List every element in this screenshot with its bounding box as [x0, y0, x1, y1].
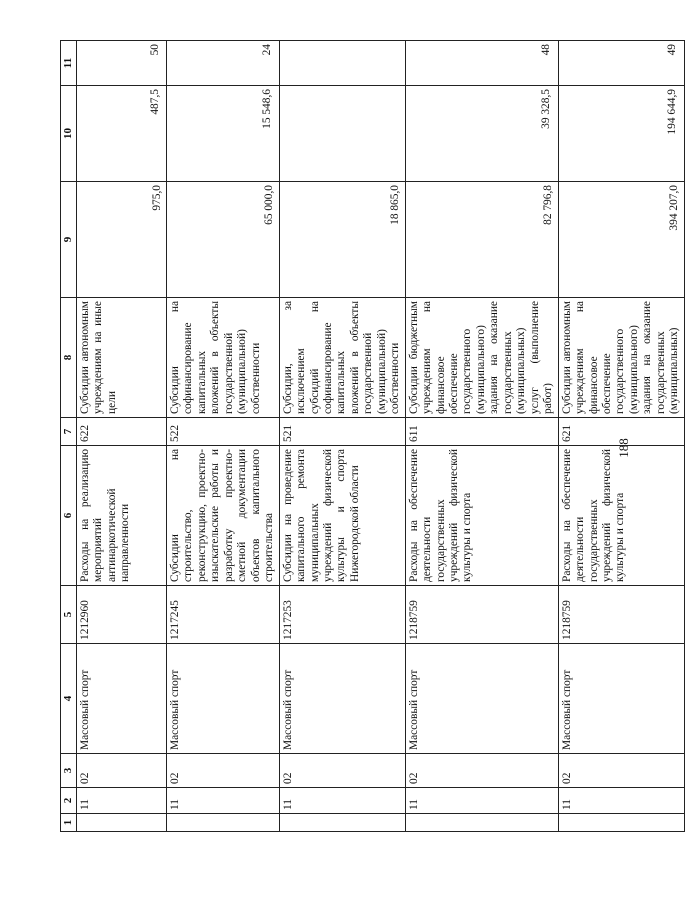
cell-target-code: 1212960: [76, 586, 166, 644]
cell-actual-amount: 487,5: [76, 86, 166, 182]
cell-name: Массовый спорт: [279, 644, 405, 754]
cell-actual-amount: [279, 86, 405, 182]
cell-expense-name: Расходы на обеспечение деятельности государственных учреждений физической культуры и спорта: [405, 446, 558, 586]
cell-plan-amount: 82 796,8: [405, 182, 558, 298]
cell-target-code: 1218759: [405, 586, 558, 644]
cell-target-code: 1217245: [166, 586, 279, 644]
table-row: [166, 41, 279, 832]
cell-plan-amount: 18 865,0: [279, 182, 405, 298]
cell-expense-name: Расходы на реализацию мероприятий антинаркотической направленности: [76, 446, 166, 586]
header-cell: 11: [61, 41, 77, 86]
header-cell: 10: [61, 86, 77, 182]
cell-actual-amount: 15 548,6: [166, 86, 279, 182]
table-row: [279, 41, 405, 832]
cell-percent: 48: [405, 41, 558, 86]
header-cell: 9: [61, 182, 77, 298]
page-number: 188: [616, 438, 631, 458]
cell-percent: [279, 41, 405, 86]
cell-plan-amount: 65 000,0: [166, 182, 279, 298]
cell-plan-amount: 975,0: [76, 182, 166, 298]
cell-name: Массовый спорт: [558, 644, 684, 754]
cell-actual-amount: 194 644,9: [558, 86, 684, 182]
cell-expense-type: 522: [166, 418, 279, 446]
cell-plan-amount: 394 207,0: [558, 182, 684, 298]
cell-target-code: 1218759: [558, 586, 684, 644]
header-cell: 7: [61, 418, 77, 446]
cell-c1: [166, 814, 279, 832]
header-cell: 1: [61, 814, 77, 832]
table-row: [76, 41, 166, 832]
cell-subsection: 02: [166, 754, 279, 788]
cell-target-code: 1217253: [279, 586, 405, 644]
cell-c1: [76, 814, 166, 832]
cell-expense-type-name: Субсидии на софинансирование капитальных вложений в объекты государственной (муниципальной) собственности: [166, 298, 279, 418]
cell-section: 11: [405, 788, 558, 814]
header-cell: 5: [61, 586, 77, 644]
budget-table: [60, 40, 685, 832]
cell-section: 11: [76, 788, 166, 814]
cell-c1: [405, 814, 558, 832]
cell-name: Массовый спорт: [166, 644, 279, 754]
table-row: [558, 41, 684, 832]
header-cell: 2: [61, 788, 77, 814]
header-cell: 3: [61, 754, 77, 788]
cell-subsection: 02: [558, 754, 684, 788]
cell-percent: 49: [558, 41, 684, 86]
budget-table-wrapper: [60, 41, 681, 832]
cell-expense-type-name: Субсидии автономным учреждениям на финансовое обеспечение государственного (муниципального) задания на оказание государственных (муниципальных): [558, 298, 684, 418]
cell-expense-type: 622: [76, 418, 166, 446]
cell-expense-type-name: Субсидии, за исключением субсидий на софинансирование капитальных вложений в объекты государственной (муниципальной) собственности: [279, 298, 405, 418]
rotated-page-content: [60, 41, 681, 832]
cell-section: 11: [166, 788, 279, 814]
cell-expense-type-name: Субсидии бюджетным учреждениям на финансовое обеспечение государственного (муниципального) задания на оказание государственных (муниципальных) услуг (выполнение работ): [405, 298, 558, 418]
cell-subsection: 02: [76, 754, 166, 788]
cell-expense-name: Субсидии на проведение капитального ремонта муниципальных учреждений физической культуры и спорта Нижегородской области: [279, 446, 405, 586]
cell-section: 11: [558, 788, 684, 814]
cell-expense-type: 521: [279, 418, 405, 446]
cell-expense-name: Субсидии на строительство, реконструкцию, проектно-изыскательские работы и разработку проектно-сметной документации объектов капитального строительства: [166, 446, 279, 586]
cell-percent: 50: [76, 41, 166, 86]
cell-expense-name: Расходы на обеспечение деятельности государственных учреждений физической культуры и спорта: [558, 446, 684, 586]
cell-expense-type: 621: [558, 418, 684, 446]
header-cell: 6: [61, 446, 77, 586]
cell-subsection: 02: [405, 754, 558, 788]
cell-section: 11: [279, 788, 405, 814]
table-row: [405, 41, 558, 832]
cell-actual-amount: 39 328,5: [405, 86, 558, 182]
cell-subsection: 02: [279, 754, 405, 788]
cell-percent: 24: [166, 41, 279, 86]
header-cell: 4: [61, 644, 77, 754]
cell-c1: [279, 814, 405, 832]
cell-c1: [558, 814, 684, 832]
cell-name: Массовый спорт: [405, 644, 558, 754]
cell-expense-type: 611: [405, 418, 558, 446]
cell-expense-type-name: Субсидии автономным учреждениям на иные цели: [76, 298, 166, 418]
header-row: [61, 41, 77, 832]
header-cell: 8: [61, 298, 77, 418]
cell-name: Массовый спорт: [76, 644, 166, 754]
